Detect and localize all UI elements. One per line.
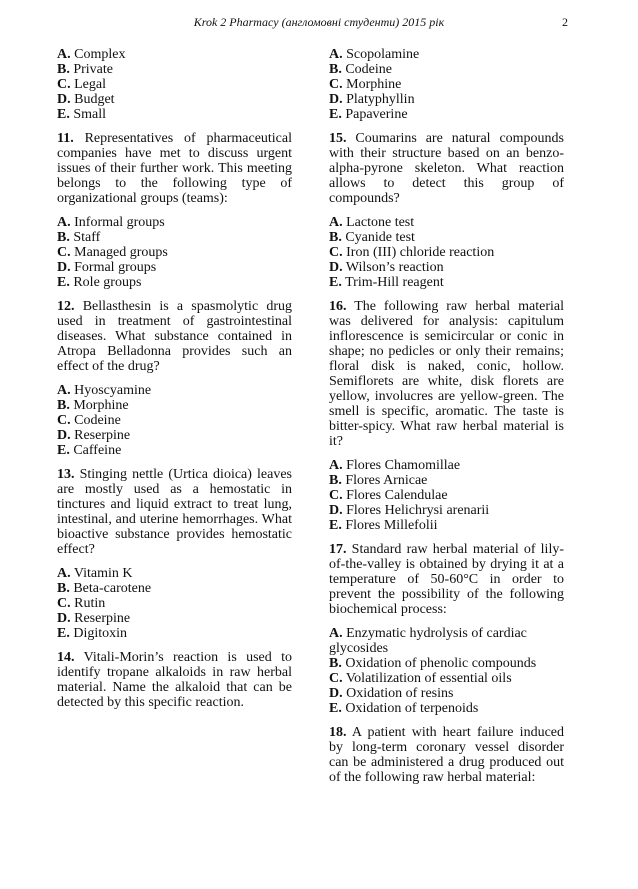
option-letter: C. [57, 77, 71, 92]
answer-option [57, 413, 292, 428]
option-letter: E. [57, 275, 70, 290]
option-letter: E. [329, 701, 342, 716]
question-number: 14. [57, 650, 75, 665]
answer-option [57, 62, 292, 77]
answer-option [57, 275, 292, 290]
answer-options [329, 458, 564, 533]
answer-option [329, 215, 564, 230]
option-text: Hyoscyamine [74, 383, 152, 398]
answer-option [329, 656, 564, 671]
answer-option [57, 107, 292, 122]
option-letter: D. [57, 92, 71, 107]
option-text: Informal groups [74, 215, 165, 230]
option-text: Codeine [345, 62, 392, 77]
question-text [329, 131, 564, 206]
option-letter: A. [57, 47, 71, 62]
answer-option [57, 230, 292, 245]
question-text [57, 299, 292, 374]
option-letter: D. [57, 611, 71, 626]
option-text: Wilson’s reaction [345, 260, 444, 275]
option-text: Trim-Hill reagent [345, 275, 444, 290]
option-text: Beta-carotene [73, 581, 152, 596]
answer-options [57, 383, 292, 458]
answer-option [329, 458, 564, 473]
option-text: Cyanide test [345, 230, 415, 245]
answer-option [329, 245, 564, 260]
option-text: Complex [74, 47, 126, 62]
option-letter: C. [57, 245, 71, 260]
option-letter: D. [57, 428, 71, 443]
answer-option [57, 47, 292, 62]
option-text: Reserpine [74, 428, 131, 443]
option-text: Flores Arnicae [345, 473, 428, 488]
option-text: Codeine [74, 413, 121, 428]
option-text: Small [73, 107, 107, 122]
option-text: Oxidation of resins [346, 686, 454, 701]
question-body: Standard raw herbal material of lily-of-the-valley is obtained by drying it at a temperature of 50-60°C in order to prevent the possibility of the following biochemical process: [329, 542, 564, 617]
answer-options [57, 47, 292, 122]
answer-option [57, 398, 292, 413]
option-text: Digitoxin [73, 626, 128, 641]
option-text: Reserpine [74, 611, 131, 626]
option-letter: D. [57, 260, 71, 275]
question-body: Vitali-Morin’s reaction is used to identify tropane alkaloids in raw herbal material. Name the alkaloid that can be detected by this specific reaction. [57, 650, 293, 710]
question-body: A patient with heart failure induced by long-term coronary vessel disorder can be administered a drug produced out of the following raw herbal material: [329, 725, 564, 785]
right-column [329, 47, 564, 794]
answer-option [329, 107, 564, 122]
option-text: Platyphyllin [346, 92, 415, 107]
running-title: Krok 2 Pharmacy (англомовні студенти) 2015 рік [193, 15, 445, 29]
option-letter: B. [329, 62, 342, 77]
option-letter: E. [329, 275, 342, 290]
answer-option [57, 260, 292, 275]
option-letter: A. [57, 566, 71, 581]
answer-options [57, 566, 292, 641]
page-number: 2 [562, 15, 568, 29]
option-letter: C. [329, 77, 343, 92]
answer-option [329, 518, 564, 533]
answer-option [329, 686, 564, 701]
option-text: Scopolamine [346, 47, 420, 62]
answer-option [57, 77, 292, 92]
option-text: Legal [74, 77, 106, 92]
answer-option [329, 47, 564, 62]
option-letter: D. [329, 92, 343, 107]
question-body: Coumarins are natural compounds with their structure based on an benzo-alpha-pyrone skeleton. What reaction allows to detect this group of compounds? [329, 131, 565, 206]
question-body: Bellasthesin is a spasmolytic drug used in treatment of gastrointestinal diseases. What substance contained in Atropa Belladonna provides such an effect of the drug? [57, 299, 293, 374]
option-text: Role groups [73, 275, 142, 290]
answer-options [57, 215, 292, 290]
option-letter: E. [329, 518, 342, 533]
answer-option [329, 77, 564, 92]
question-text [329, 725, 564, 785]
option-text: Iron (III) chloride reaction [346, 245, 495, 260]
answer-option [329, 503, 564, 518]
option-letter: E. [57, 626, 70, 641]
question-body: The following raw herbal material was delivered for analysis: capitulum inflorescence is semicircular or conic in shape; no pedicles or only their remains; floral disk is naked, conic, hollow. Semiflorets are white, disk florets are yellow, involucres are yellow-green. The smell is specific, aromatic. The taste is bitter-spicy. What raw herbal material is it? [329, 299, 565, 449]
option-text: Morphine [73, 398, 129, 413]
option-letter: B. [57, 581, 70, 596]
left-column [57, 47, 292, 719]
answer-option [329, 275, 564, 290]
option-text: Flores Chamomillae [346, 458, 461, 473]
answer-option [329, 230, 564, 245]
question-text [329, 542, 564, 617]
answer-options [329, 626, 564, 716]
option-text: Enzymatic hydrolysis of cardiac glycosides [329, 626, 527, 656]
answer-option [329, 92, 564, 107]
option-text: Oxidation of terpenoids [345, 701, 479, 716]
question-number: 17. [329, 542, 347, 557]
option-letter: B. [329, 656, 342, 671]
option-text: Flores Helichrysi arenarii [346, 503, 490, 518]
option-letter: C. [329, 671, 343, 686]
answer-options [329, 47, 564, 122]
question-body: Stinging nettle (Urtica dioica) leaves are mostly used as a hemostatic in tinctures and liquid extract to treat lung, intestinal, and uterine hemorrhages. What bioactive substance provides hemostatic effect? [57, 467, 292, 557]
answer-option [57, 611, 292, 626]
option-text: Morphine [346, 77, 402, 92]
option-letter: D. [329, 686, 343, 701]
question-text [329, 299, 564, 449]
answer-option [329, 260, 564, 275]
option-text: Private [73, 62, 113, 77]
page-header [0, 15, 638, 31]
answer-option [57, 428, 292, 443]
question-body: Representatives of pharmaceutical companies have met to discuss urgent issues of their further work. This meeting belongs to the following type of organizational groups (teams): [57, 131, 292, 206]
option-letter: E. [57, 443, 70, 458]
answer-option [57, 92, 292, 107]
option-text: Managed groups [74, 245, 168, 260]
option-text: Volatilization of essential oils [345, 671, 512, 686]
option-letter: C. [329, 488, 343, 503]
option-text: Oxidation of phenolic compounds [345, 656, 537, 671]
option-text: Lactone test [346, 215, 415, 230]
answer-option [57, 596, 292, 611]
option-text: Staff [73, 230, 101, 245]
question-number: 13. [57, 467, 75, 482]
option-text: Budget [74, 92, 115, 107]
question-number: 11. [57, 131, 74, 146]
option-letter: A. [329, 215, 343, 230]
option-letter: B. [57, 62, 70, 77]
option-letter: A. [57, 215, 71, 230]
question-text [57, 467, 292, 557]
question-number: 18. [329, 725, 347, 740]
question-text [57, 650, 292, 710]
option-letter: A. [329, 458, 343, 473]
answer-option [329, 626, 564, 656]
option-text: Papaverine [345, 107, 408, 122]
question-number: 15. [329, 131, 347, 146]
option-letter: B. [329, 230, 342, 245]
option-letter: A. [329, 626, 343, 641]
answer-option [57, 626, 292, 641]
option-text: Rutin [74, 596, 106, 611]
option-letter: E. [329, 107, 342, 122]
question-number: 16. [329, 299, 347, 314]
answer-option [57, 383, 292, 398]
option-letter: B. [57, 230, 70, 245]
option-letter: C. [329, 245, 343, 260]
answer-option [329, 488, 564, 503]
option-letter: E. [57, 107, 70, 122]
option-letter: B. [57, 398, 70, 413]
option-letter: C. [57, 596, 71, 611]
answer-option [57, 566, 292, 581]
option-text: Vitamin K [73, 566, 133, 581]
option-text: Flores Calendulae [346, 488, 448, 503]
option-text: Caffeine [73, 443, 122, 458]
answer-option [57, 245, 292, 260]
answer-option [57, 443, 292, 458]
answer-option [329, 473, 564, 488]
question-number: 12. [57, 299, 75, 314]
answer-option [57, 581, 292, 596]
answer-option [329, 671, 564, 686]
option-text: Flores Millefolii [345, 518, 438, 533]
option-letter: B. [329, 473, 342, 488]
question-text [57, 131, 292, 206]
option-letter: A. [57, 383, 71, 398]
option-letter: D. [329, 503, 343, 518]
option-letter: D. [329, 260, 343, 275]
option-letter: C. [57, 413, 71, 428]
answer-option [57, 215, 292, 230]
answer-option [329, 701, 564, 716]
answer-option [329, 62, 564, 77]
option-text: Formal groups [74, 260, 157, 275]
option-letter: A. [329, 47, 343, 62]
answer-options [329, 215, 564, 290]
